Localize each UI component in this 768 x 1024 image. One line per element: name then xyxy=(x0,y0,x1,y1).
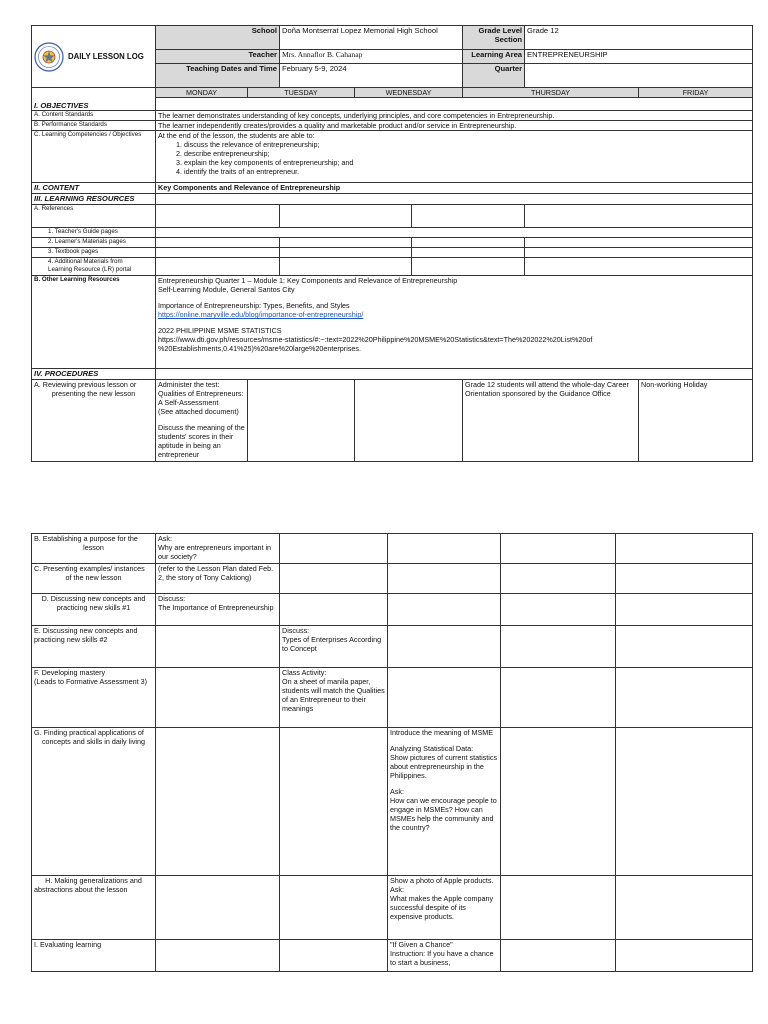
procedure-g-label-line: G. Finding practical applications of xyxy=(34,728,144,737)
procedures-heading: IV. PROCEDURES xyxy=(32,369,156,380)
procedure-h-label xyxy=(32,876,156,940)
resource-line: 2022 PHILIPPINE MSME STATISTICS xyxy=(158,326,282,335)
procedure-text: Ask: xyxy=(390,885,404,894)
procedure-text: Analyzing Statistical Data: xyxy=(390,744,474,753)
procedure-g-label xyxy=(32,728,156,876)
dti-link-continued[interactable]: %20Establishments,0.41%25)%20are%20large%20enterprises. xyxy=(158,344,361,353)
procedure-text: The Importance of Entrepreneurship xyxy=(158,603,274,612)
grade-level-value: Grade 12 xyxy=(525,26,753,50)
procedure-h-wednesday xyxy=(388,876,501,940)
competencies-intro: At the end of the lesson, the students are able to: xyxy=(158,131,315,140)
resource-line: Importance of Entrepreneurship: Types, Benefits, and Styles xyxy=(158,301,350,310)
procedure-text: (See attached document) xyxy=(158,407,239,416)
procedure-a-label-line: presenting the new lesson xyxy=(51,389,136,398)
procedure-a-label-line: A. Reviewing previous lesson or xyxy=(34,380,137,389)
procedure-e-label-line: E. Discussing new concepts and xyxy=(34,626,138,635)
learning-area-label: Learning Area xyxy=(463,50,525,64)
deped-seal-icon xyxy=(34,42,64,72)
procedure-g-wednesday xyxy=(388,728,501,876)
references-label: A. References xyxy=(32,205,156,228)
procedure-e-label xyxy=(32,626,156,668)
procedure-f-tuesday xyxy=(280,668,388,728)
teachers-guide-label: 1. Teacher's Guide pages xyxy=(32,228,156,238)
objectives-heading: I. OBJECTIVES xyxy=(32,88,156,111)
quarter-label: Quarter xyxy=(463,64,525,88)
procedure-text: Instruction: If you have a chance to start a business, xyxy=(390,949,494,967)
learning-competencies-label: C. Learning Competencies / Objectives xyxy=(32,131,156,183)
procedure-a-thursday: Grade 12 students will attend the whole-day Career Orientation sponsored by the Guidance Office xyxy=(463,380,639,462)
day-thursday: THURSDAY xyxy=(463,88,639,98)
procedure-b-label-line: B. Establishing a purpose for the xyxy=(34,534,138,543)
competencies-list xyxy=(158,140,750,176)
procedure-f-label-line: (Leads to Formative Assessment 3) xyxy=(34,677,148,686)
procedure-i-label: I. Evaluating learning xyxy=(32,940,156,972)
competency-item: 1. discuss the relevance of entrepreneurship; xyxy=(184,140,750,149)
additional-materials-line: Learning Resource (LR) portal xyxy=(48,265,132,273)
procedure-c-label-line: C. Presenting examples/ instances xyxy=(34,564,145,573)
procedure-b-label xyxy=(32,534,156,564)
lesson-log-table-page-2 xyxy=(31,533,753,972)
procedure-g-label-line: concepts and skills in daily living xyxy=(41,737,146,746)
content-value: Key Components and Relevance of Entrepreneurship xyxy=(156,183,753,194)
procedure-d-label xyxy=(32,594,156,626)
performance-standards-label: B. Performance Standards xyxy=(32,121,156,131)
competency-item: 4. identify the traits of an entrepreneur. xyxy=(184,167,750,176)
procedure-text: Ask: xyxy=(158,534,172,543)
dti-link[interactable]: https://www.dti.gov.ph/resources/msme-statistics/#:~:text=2022%20Philippine%20MSME%20Statistics&text=The%202022%20List%20of xyxy=(158,335,593,344)
day-friday: FRIDAY xyxy=(639,88,753,98)
learning-competencies-value xyxy=(156,131,753,183)
procedure-text: Why are entrepreneurs important in our society? xyxy=(158,543,272,561)
procedure-text: Administer the test: xyxy=(158,380,220,389)
other-resources-label: B. Other Learning Resources xyxy=(32,276,156,369)
procedure-a-label xyxy=(32,380,156,462)
additional-materials-line: 4. Additional Materials from xyxy=(48,258,123,265)
teacher-label: Teacher xyxy=(156,50,280,64)
learning-area-value: ENTREPRENEURSHIP xyxy=(525,50,753,64)
procedure-text: How can we encourage people to engage in MSMEs? How can MSMEs help the community and the country? xyxy=(390,796,497,832)
procedure-c-label xyxy=(32,564,156,594)
resource-line: Entrepreneurship Quarter 1 – Module 1: Key Components and Relevance of Entrepreneurship xyxy=(158,276,458,285)
learners-materials-label: 2. Learner's Materials pages xyxy=(32,238,156,248)
content-heading: II. CONTENT xyxy=(32,183,156,194)
procedure-c-label-line: of the new lesson xyxy=(65,573,122,582)
procedure-a-monday xyxy=(156,380,248,462)
additional-materials-label xyxy=(32,258,156,276)
procedure-text: Qualities of Entrepreneurs: A Self-Assessment xyxy=(158,389,244,407)
logo-title-cell xyxy=(32,26,156,88)
day-wednesday: WEDNESDAY xyxy=(355,88,463,98)
procedure-text: Show a photo of Apple products. xyxy=(390,876,494,885)
teaching-dates-value: February 5-9, 2024 xyxy=(280,64,463,88)
resource-line: Self-Learning Module, General Santos City xyxy=(158,285,295,294)
procedure-text: Discuss the meaning of the students' scores in their aptitude in being an entrepreneur xyxy=(158,423,245,459)
procedure-a-friday: Non-working Holiday xyxy=(639,380,753,462)
procedure-a-tuesday xyxy=(248,380,355,462)
teaching-dates-label: Teaching Dates and Time xyxy=(156,64,280,88)
competency-item: 3. explain the key components of entrepreneurship; and xyxy=(184,158,750,167)
procedure-text: Discuss: xyxy=(158,594,186,603)
procedure-b-monday xyxy=(156,534,280,564)
competency-item: 2. describe entrepreneurship; xyxy=(184,149,750,158)
lesson-log-table-page-1 xyxy=(31,25,753,462)
procedure-f-label-line: F. Developing mastery xyxy=(34,668,106,677)
procedure-d-label-line: practicing new skills #1 xyxy=(56,603,131,612)
grade-level-label: Grade Level Section xyxy=(463,26,525,50)
content-standards-value: The learner demonstrates understanding of key concepts, underlying principles, and core competencies in Entrepreneurship. xyxy=(156,111,753,121)
procedure-text: On a sheet of manila paper, students will match the Qualities of an Entrepreneur to their meanings xyxy=(282,677,385,713)
procedure-e-tuesday xyxy=(280,626,388,668)
school-value: Doña Montserrat Lopez Memorial High School xyxy=(280,26,463,50)
document-title: DAILY LESSON LOG xyxy=(68,51,144,61)
procedure-h-label-line: abstractions about the lesson xyxy=(34,885,128,894)
textbook-label: 3. Textbook pages xyxy=(32,248,156,258)
procedure-b-label-line: lesson xyxy=(83,543,104,552)
other-resources-value xyxy=(156,276,753,369)
procedure-text: Show pictures of current statistics about entrepreneurship in the Philippines. xyxy=(390,753,498,780)
day-monday: MONDAY xyxy=(156,88,248,98)
procedure-text: Introduce the meaning of MSME xyxy=(390,728,494,737)
procedure-d-monday xyxy=(156,594,280,626)
procedure-text: Discuss: xyxy=(282,626,310,635)
procedure-e-label-line: practicing new skills #2 xyxy=(34,635,108,644)
maryville-link[interactable]: https://online.maryville.edu/blog/importance-of-entrepreneurship/ xyxy=(158,310,364,319)
procedure-a-wednesday xyxy=(355,380,463,462)
day-tuesday: TUESDAY xyxy=(248,88,355,98)
procedure-h-label-line: H. Making generalizations and xyxy=(45,876,142,885)
learning-resources-heading: III. LEARNING RESOURCES xyxy=(32,194,156,205)
procedure-i-wednesday xyxy=(388,940,501,972)
procedure-text: Ask: xyxy=(390,787,404,796)
teacher-value: Mrs. Annaflor B. Cahanap xyxy=(280,50,463,64)
procedure-c-monday: (refer to the Lesson Plan dated Feb. 2, the story of Tony Caktiong) xyxy=(156,564,280,594)
procedure-text: Class Activity: xyxy=(282,668,327,677)
quarter-value xyxy=(525,64,753,88)
procedure-f-label xyxy=(32,668,156,728)
procedure-text: Types of Enterprises According to Concept xyxy=(282,635,382,653)
procedure-text: "If Given a Chance" xyxy=(390,940,453,949)
procedure-d-label-line: D. Discussing new concepts and xyxy=(41,594,146,603)
performance-standards-value: The learner independently creates/provides a quality and marketable product and/or service in Entrepreneurship. xyxy=(156,121,753,131)
school-label: School xyxy=(156,26,280,50)
content-standards-label: A. Content Standards xyxy=(32,111,156,121)
procedure-text: What makes the Apple company successful despite of its expensive products. xyxy=(390,894,494,921)
